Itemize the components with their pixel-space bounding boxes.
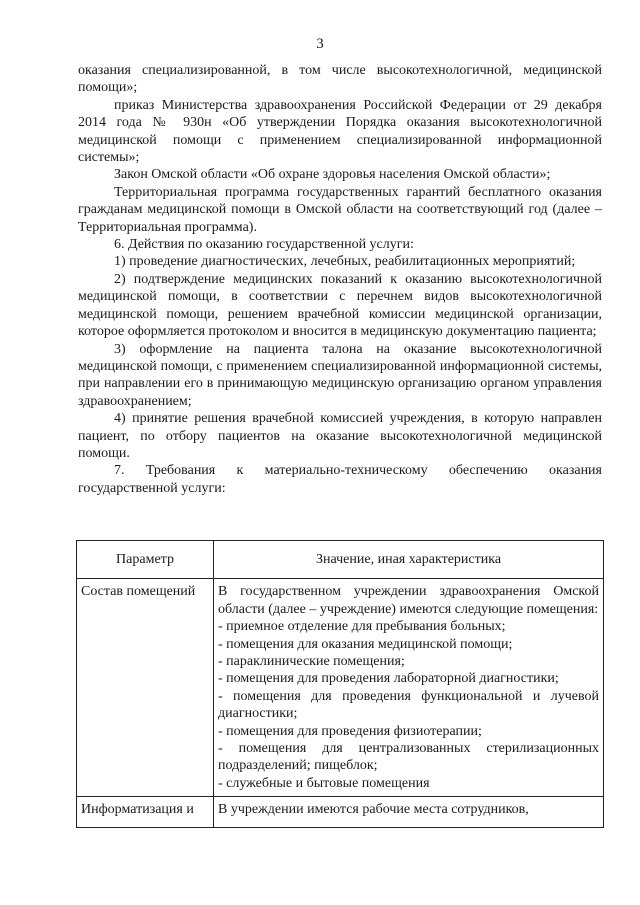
paragraph: оказания специализированной, в том числе высокотехнологичной, медицинской помощи»; bbox=[78, 63, 602, 96]
list-item: - помещения для оказания медицинской помощи; bbox=[218, 636, 513, 652]
paragraph: 7. Требования к материально-техническому обеспечению оказания государственной услуги: bbox=[78, 463, 602, 496]
paragraph: Закон Омской области «Об охране здоровья населения Омской области»; bbox=[114, 167, 551, 183]
list-item: - служебные и бытовые помещения bbox=[218, 775, 430, 791]
paragraph: приказ Министерства здравоохранения Российской Федерации от 29 декабря 2014 года № 930н «Об утверждении Порядка оказания высокотехнологичной медицинской помощи с применением специализированной информационной системы»; bbox=[78, 97, 602, 166]
list-item: - параклинические помещения; bbox=[218, 654, 405, 670]
table-cell-value bbox=[214, 579, 604, 797]
document-body bbox=[78, 62, 602, 497]
table-cell-param: Состав помещений bbox=[77, 579, 214, 797]
paragraph: 1) проведение диагностических, лечебных, реабилитационных мероприятий; bbox=[114, 254, 576, 270]
paragraph: 4) принятие решения врачебной комиссией учреждения, в которую направлен пациент, по отбору пациентов на оказание высокотехнологичной медицинской помощи. bbox=[78, 411, 602, 461]
list-item: В учреждении имеются рабочие места сотрудников, bbox=[218, 802, 529, 818]
table-header-row bbox=[77, 541, 604, 579]
table-cell-value bbox=[214, 797, 604, 828]
list-item: В государственном учреждении здравоохранения Омской области (далее – учреждение) имеются следующие помещения: bbox=[218, 584, 599, 617]
list-item: - помещения для проведения функциональной и лучевой диагностики; bbox=[218, 688, 599, 722]
table-header-value: Значение, иная характеристика bbox=[214, 541, 604, 579]
paragraph: 2) подтверждение медицинских показаний к оказанию высокотехнологичной медицинской помощи, в соответствии с перечнем видов высокотехнологичной медицинской помощи, решением врачебной комиссии медицинской организации, которое оформляется протоколом и вносится в медицинскую документацию пациента; bbox=[78, 271, 602, 340]
list-item: - приемное отделение для пребывания больных; bbox=[218, 619, 506, 635]
paragraph: 6. Действия по оказанию государственной услуги: bbox=[114, 237, 414, 253]
paragraph: Территориальная программа государственных гарантий бесплатного оказания гражданам медицинской помощи в Омской области на соответствующий год (далее – Территориальная программа). bbox=[78, 184, 602, 235]
table-row bbox=[77, 797, 604, 828]
page-number: 3 bbox=[316, 36, 324, 52]
list-item: - помещения для проведения лабораторной диагностики; bbox=[218, 671, 559, 687]
table-cell-param: Информатизация и bbox=[77, 797, 214, 828]
paragraph: 3) оформление на пациента талона на оказание высокотехнологичной медицинской помощи, с применением специализированной информационной системы, при направлении его в принимающую медицинскую организацию органом управления здравоохранением; bbox=[78, 341, 602, 409]
requirements-table bbox=[76, 540, 604, 828]
table-header-param: Параметр bbox=[77, 541, 214, 579]
table-row bbox=[77, 579, 604, 797]
list-item: - помещения для проведения физиотерапии; bbox=[218, 723, 482, 739]
list-item: - помещения для централизованных стерилизационных подразделений; пищеблок; bbox=[218, 741, 599, 774]
